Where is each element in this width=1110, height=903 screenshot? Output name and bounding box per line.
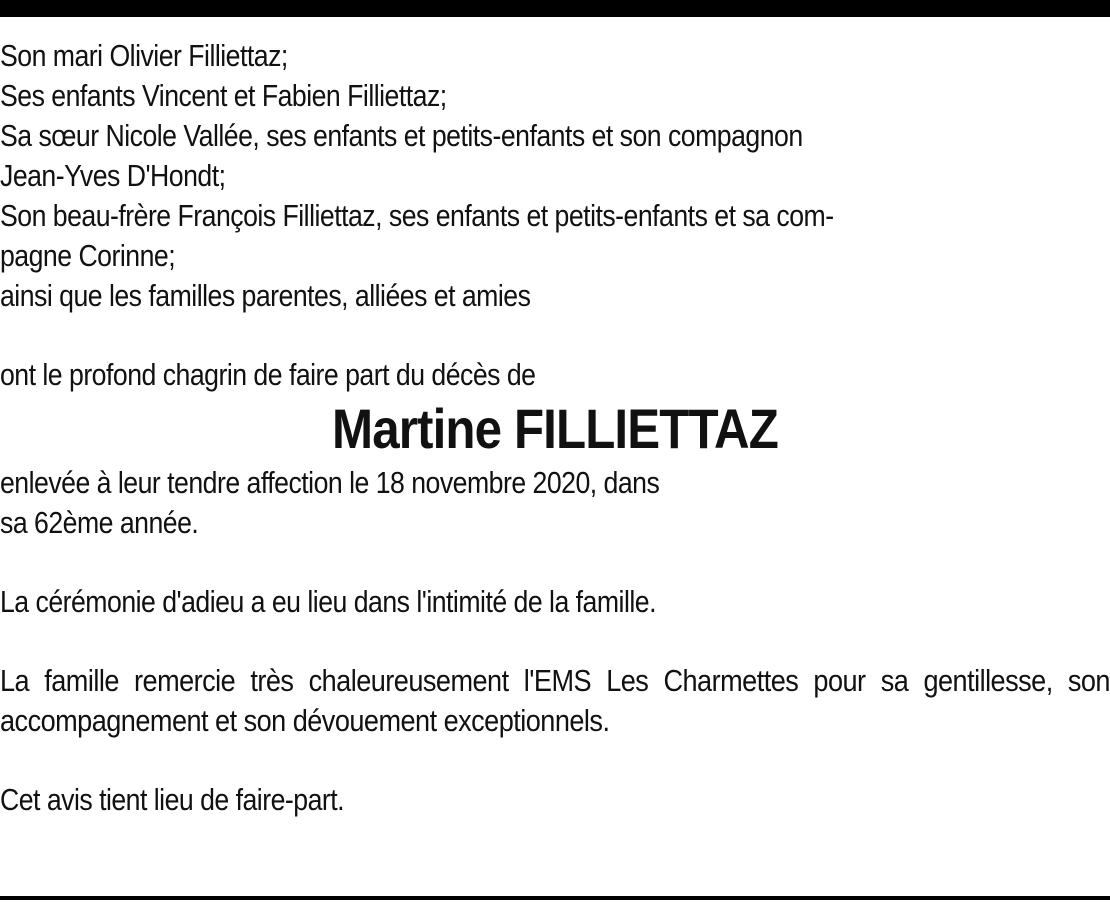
spacer bbox=[0, 543, 1110, 582]
family-line-brother-in-law-companion: pagne Corinne; bbox=[0, 238, 176, 273]
announcement-text: ont le profond chagrin de faire part du décès de bbox=[0, 357, 536, 392]
family-line-sister-companion: Jean-Yves D'Hondt; bbox=[0, 158, 226, 193]
family-line-brother-in-law: Son beau-frère François Filliettaz, ses enfants et petits-enfants et sa com- bbox=[0, 198, 834, 233]
bottom-border-rule bbox=[0, 896, 1110, 900]
ceremony-text: La cérémonie d'adieu a eu lieu dans l'intimité de la famille. bbox=[0, 584, 656, 619]
obituary-notice bbox=[0, 36, 1110, 820]
family-line-relatives: ainsi que les familles parentes, alliées et amies bbox=[0, 278, 531, 313]
thanks-paragraph: La famille remercie très chaleureusement l'EMS Les Charmettes pour sa gentillesse, son accompagnement et son dévouement exceptionnels. bbox=[0, 663, 1110, 738]
family-line-children: Ses enfants Vincent et Fabien Filliettaz; bbox=[0, 78, 447, 113]
spacer bbox=[0, 622, 1110, 661]
death-details-line-2: sa 62ème année. bbox=[0, 505, 199, 540]
top-border-rule bbox=[0, 0, 1110, 17]
death-details-line-1: enlevée à leur tendre affection le 18 novembre 2020, dans bbox=[0, 465, 660, 500]
spacer bbox=[0, 316, 1110, 355]
closing-text: Cet avis tient lieu de faire-part. bbox=[0, 782, 345, 817]
deceased-name: Martine FILLIETTAZ bbox=[332, 397, 778, 460]
family-line-husband: Son mari Olivier Filliettaz; bbox=[0, 38, 288, 73]
spacer bbox=[0, 741, 1110, 780]
family-line-sister: Sa sœur Nicole Vallée, ses enfants et petits-enfants et son compagnon bbox=[0, 118, 803, 153]
